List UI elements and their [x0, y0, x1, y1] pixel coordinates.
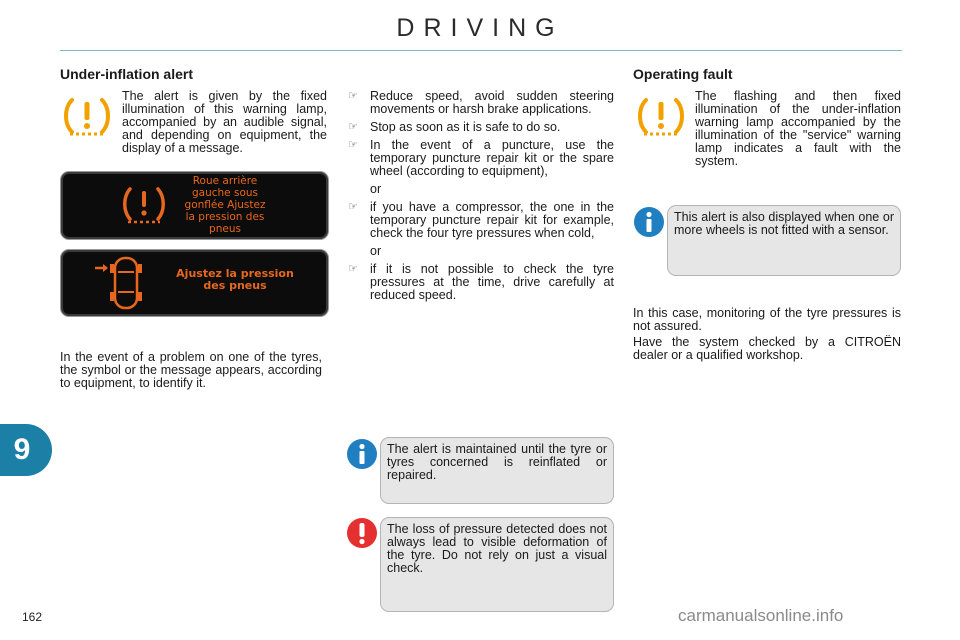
- display-line: des pneus: [203, 279, 267, 292]
- pointing-hand-icon: ☞: [348, 139, 358, 151]
- dealer-text: Have the system checked by a CITROËN dealer or a qualified workshop.: [633, 335, 901, 362]
- instructions-list: [346, 90, 614, 307]
- display-message-text: [165, 268, 305, 292]
- tyre-pressure-warning-icon: [121, 186, 167, 226]
- under-inflation-title: Under-inflation alert: [60, 66, 194, 82]
- tyre-pressure-warning-icon: [636, 96, 686, 138]
- list-item: ☞ Stop as soon as it is safe to do so.: [348, 120, 561, 134]
- page-number: 162: [22, 610, 43, 624]
- instrument-display-car: [60, 249, 329, 317]
- display-line: Roue arrière: [192, 175, 258, 187]
- tyre-pressure-warning-icon: [62, 96, 112, 138]
- or-separator: or: [370, 182, 382, 196]
- pointing-hand-icon: ☞: [348, 90, 358, 102]
- or-separator: or: [370, 244, 382, 258]
- problem-description: In the event of a problem on one of the tyres, the symbol or the message appears, according to equipment, to identify it.: [60, 350, 322, 390]
- chapter-number: 9: [13, 433, 31, 466]
- header-divider: [60, 50, 902, 51]
- info-icon: [346, 438, 378, 470]
- info-icon: [633, 206, 665, 238]
- list-item: ☞ In the event of a puncture, use the temporary puncture repair kit or the spare wheel (according to equipment),: [348, 138, 614, 178]
- display-line: gauche sous: [192, 187, 258, 199]
- alert-description: The alert is given by the fixed illumination of this warning lamp, accompanied by an audible signal, and depending on equipment, the display of a message.: [122, 89, 327, 155]
- display-line: Ajustez la pression: [176, 267, 294, 280]
- monitoring-text: In this case, monitoring of the tyre pressures is not assured.: [633, 306, 901, 333]
- info-note-maintained: The alert is maintained until the tyre or tyres concerned is reinflated or repaired.: [380, 437, 614, 504]
- display-line: la pression des: [185, 211, 265, 223]
- warning-note-visual-check: The loss of pressure detected does not always lead to visible deformation of the tyre. Do not rely on just a visual check.: [380, 517, 614, 612]
- pointing-hand-icon: ☞: [348, 263, 358, 275]
- list-item: ☞ if you have a compressor, the one in the temporary puncture repair kit for example, check the four tyre pressures when cold,: [348, 200, 614, 240]
- pointing-hand-icon: ☞: [348, 121, 358, 133]
- car-tyre-indicator-icon: [93, 254, 155, 312]
- operating-fault-title: Operating fault: [633, 66, 733, 82]
- watermark: carmanualsonline.info: [678, 606, 844, 625]
- pointing-hand-icon: ☞: [348, 201, 358, 213]
- instrument-display-message: [60, 171, 329, 240]
- list-item: ☞ Reduce speed, avoid sudden steering movements or harsh brake applications.: [348, 89, 614, 116]
- display-line: gonflée Ajustez: [184, 199, 266, 211]
- chapter-title: DRIVING: [396, 14, 564, 42]
- info-note-sensor: This alert is also displayed when one or more wheels is not fitted with a sensor.: [667, 205, 901, 276]
- warning-icon: [346, 517, 378, 549]
- list-item: ☞ if it is not possible to check the tyre pressures at the time, drive carefully at reduced speed.: [348, 262, 614, 302]
- fault-description: The flashing and then fixed illumination of the under-inflation warning lamp accompanied by the illumination of the "service" warning lamp indicates a fault with the system.: [695, 89, 901, 168]
- display-line: pneus: [209, 223, 241, 235]
- display-message-text: [175, 175, 275, 235]
